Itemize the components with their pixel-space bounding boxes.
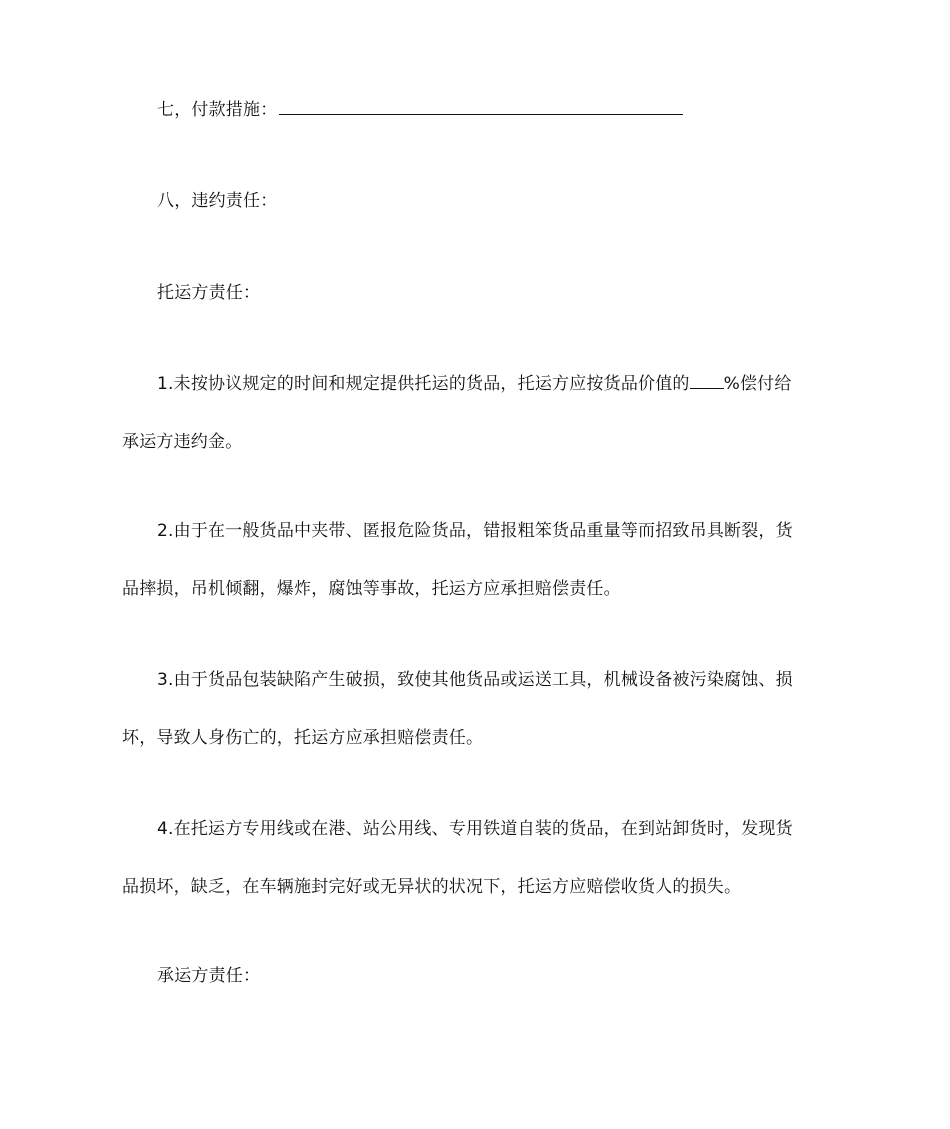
item-2-line-1: 2.由于在一般货品中夹带、匿报危险货品，错报粗笨货品重量等而招致吊具断裂，货	[157, 521, 793, 541]
item-4-line-2: 品损坏，缺乏，在车辆施封完好或无异状的状况下，托运方应赔偿收货人的损失。	[122, 877, 742, 897]
item-2-line-2: 品摔损，吊机倾翻，爆炸，腐蚀等事故，托运方应承担赔偿责任。	[122, 579, 621, 599]
item-1-line-1	[157, 373, 832, 395]
payment-blank-line	[279, 100, 683, 115]
item-3-line-1: 3.由于货品包装缺陷产生破损，致使其他货品或运送工具，机械设备被污染腐蚀、损	[157, 670, 793, 690]
clause-7-payment	[157, 99, 832, 121]
carrier-responsibility-heading: 承运方责任：	[157, 966, 261, 986]
item-3-line-2: 坏，导致人身伤亡的，托运方应承担赔偿责任。	[122, 728, 484, 748]
clause-8-heading: 八，违约责任：	[157, 191, 278, 211]
clause-7-label: 七，付款措施：	[157, 100, 278, 120]
item-4-line-1: 4.在托运方专用线或在港、站公用线、专用铁道自装的货品，在到站卸货时，发现货	[157, 819, 793, 839]
shipper-responsibility-heading: 托运方责任：	[157, 283, 261, 303]
item-1-line-2: 承运方违约金。	[122, 432, 243, 452]
item-1-text-b: %偿付给	[723, 374, 792, 394]
percentage-blank-line	[690, 374, 724, 389]
item-1-text-a: 1.未按协议规定的时间和规定提供托运的货品，托运方应按货品价值的	[157, 374, 690, 394]
